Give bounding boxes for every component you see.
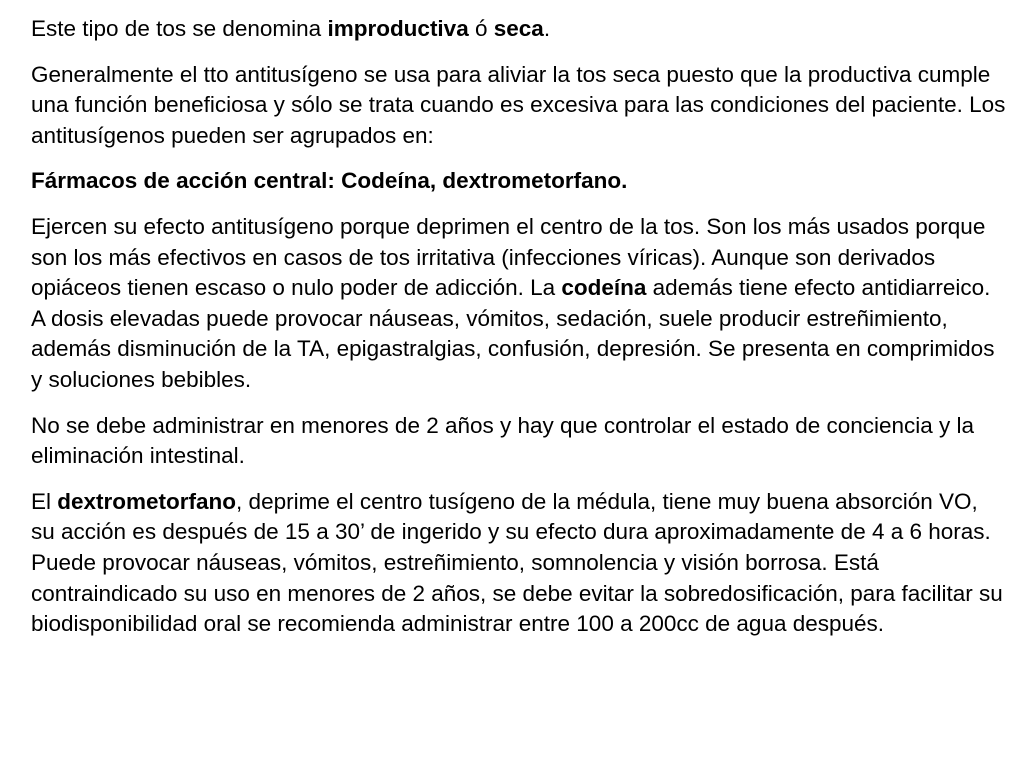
text-segment: El <box>31 488 58 514</box>
paragraph-warning <box>31 411 1006 472</box>
paragraph-intro <box>31 14 1006 45</box>
paragraph-dextromethorphan <box>31 487 1006 640</box>
heading-text: Fármacos de acción central: Codeína, dextrometorfano. <box>31 168 628 194</box>
heading-central-drugs <box>31 166 1006 197</box>
term-improductiva: improductiva <box>327 16 469 41</box>
text-segment: Ejercen su efecto antitusígeno porque deprimen el centro de la tos. Son los más usados porque son los más efectivos en casos de tos irritativa (infecciones víricas). Aunque son derivados opiáceos tienen escaso o nulo poder de adicción. La <box>31 213 986 301</box>
text-segment: , deprime el centro tusígeno de la médula, tiene muy buena absorción VO, su acción es después de 15 a 30’ de ingerido y su efecto dura aproximadamente de 4 a 6 horas. Puede provocar náuseas, vómitos, estreñimiento, somnolencia y visión borrosa. Está contraindicado su uso en menores de 2 años, se debe evitar la sobredosificación, para facilitar su biodisponibilidad oral se recomienda administrar entre 100 a 200cc de agua después. <box>31 488 1003 637</box>
text-segment: Este tipo de tos se denomina <box>31 16 328 41</box>
slide-content <box>31 14 1006 655</box>
text-segment: Generalmente el tto antitusígeno se usa para aliviar la tos seca puesto que la productiva cumple una función beneficiosa y sólo se trata cuando es excesiva para las condiciones del paciente. Los antitusígenos pueden ser agrupados en: <box>31 61 1006 148</box>
text-segment: No se debe administrar en menores de 2 años y hay que controlar el estado de conciencia y la eliminación intestinal. <box>31 412 975 469</box>
text-segment: . <box>543 16 551 41</box>
term-dextrometorfano: dextrometorfano <box>57 488 237 514</box>
paragraph-codeine <box>31 212 1006 396</box>
text-segment: además tiene efecto antidiarreico. A dosis elevadas puede provocar náuseas, vómitos, sedación, suele producir estreñimiento, además disminución de la TA, epigastralgias, confusión, depresión. Se presenta en comprimidos y soluciones bebibles. <box>31 275 995 392</box>
term-codeina: codeína <box>561 275 647 301</box>
text-segment: ó <box>468 16 494 41</box>
paragraph-general <box>31 60 1006 152</box>
term-seca: seca <box>493 16 544 41</box>
